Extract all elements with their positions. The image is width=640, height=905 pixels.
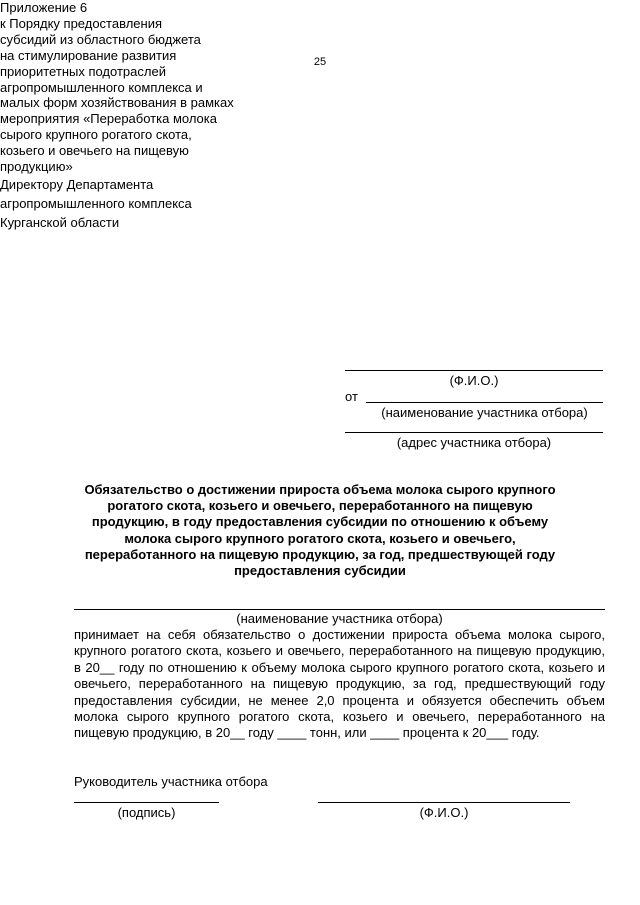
annex-line: малых форм хозяйствования в рамках <box>0 95 234 111</box>
signature-line <box>74 802 219 803</box>
head-label: Руководитель участника отбора <box>74 774 268 789</box>
annex-line: агропромышленного комплекса и <box>0 79 203 95</box>
annex-line: Приложение 6 <box>0 0 88 15</box>
annex-line: мероприятия «Переработка молока <box>0 111 217 127</box>
document-title <box>76 482 564 579</box>
annex-line: субсидий из областного бюджета <box>0 31 201 47</box>
title-line: Обязательство о достижении прироста объема молока сырого крупного <box>84 482 556 497</box>
commitment-text: принимает на себя обязательство о достижении прироста объема молока сырого, крупного рогатого скота, козьего и овечьего, переработанного на пищевую продукцию, в 20__ году по отношению к объему молока сырого крупного рогатого скота, козьего и овечьего, переработанного на пищевую продукцию, за год, предшествующий году предоставления субсидии, не менее 2,0 процента и обязуется обеспечить объем молока сырого крупного рогатого скота, козьего и овечьего, переработанного на пищевую продукцию, в 20__ году ____ тонн, или ____ процента к 20___ году. <box>74 627 605 741</box>
title-line: продукцию, в году предоставления субсидии по отношению к объему <box>91 514 549 530</box>
title-line: предоставления субсидии <box>234 563 406 579</box>
body-name-caption: (наименование участника отбора) <box>236 611 443 626</box>
fio-caption: (Ф.И.О.) <box>449 373 499 388</box>
signature-caption: (подпись) <box>117 805 176 820</box>
addressee-line: Курганской области <box>0 214 120 230</box>
participant-name-caption: (наименование участника отбора) <box>381 405 588 420</box>
page-number: 25 <box>313 56 327 68</box>
annex-line: приоритетных подотраслей <box>0 63 166 79</box>
addressee-line: Директору Департамента <box>0 176 154 192</box>
addressee-block <box>0 175 260 232</box>
annex-header <box>0 0 240 175</box>
annex-line: продукцию» <box>0 159 73 175</box>
title-line: переработанного на пищевую продукцию, за год, предшествующей году <box>84 546 556 562</box>
addressee-line: агропромышленного комплекса <box>0 195 192 211</box>
signature-fio-line <box>318 802 570 803</box>
from-label: от <box>345 389 358 404</box>
annex-line: к Порядку предоставления <box>0 15 162 31</box>
annex-line: сырого крупного рогатого скота, <box>0 127 192 143</box>
signature-fio-caption: (Ф.И.О.) <box>419 805 469 820</box>
participant-address-line <box>345 432 603 433</box>
participant-address-caption: (адрес участника отбора) <box>396 435 552 450</box>
body-name-line <box>74 609 605 610</box>
annex-line: на стимулирование развития <box>0 47 177 63</box>
fio-line <box>345 370 603 371</box>
title-line: молока сырого крупного рогатого скота, козьего и овечьего, <box>124 530 516 546</box>
annex-line: козьего и овечьего на пищевую <box>0 143 189 159</box>
title-line: рогатого скота, козьего и овечьего, переработанного на пищевую <box>107 498 533 514</box>
participant-name-line <box>366 402 603 403</box>
